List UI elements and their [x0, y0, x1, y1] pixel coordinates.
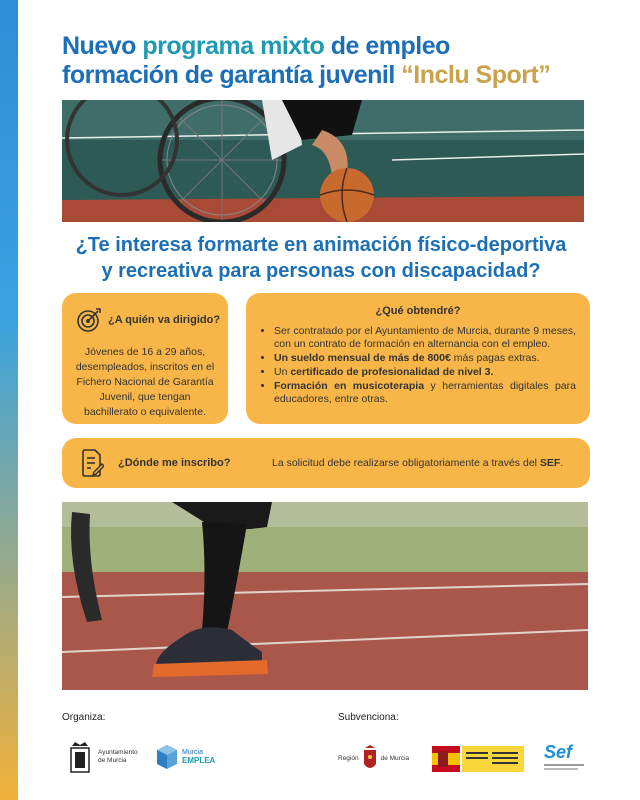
ayuntamiento-text: de Murcia [98, 757, 127, 764]
title-part: formación de garantía juvenil [62, 61, 402, 89]
where-sef: SEF [539, 457, 561, 469]
form-edit-icon [80, 449, 104, 477]
question-line: ¿Te interesa formarte en animación físico-deportiva [75, 234, 567, 256]
murcia-emplea-logo [156, 744, 215, 770]
wheelchair-basketball-photo [62, 100, 584, 222]
spain-government-emblem [432, 746, 524, 772]
prosthetic-runner-photo [62, 502, 588, 690]
benefit-item [274, 366, 576, 379]
where-text [272, 457, 563, 469]
side-gradient-bar [0, 0, 18, 800]
where-box [62, 438, 590, 488]
title-program-name: “Inclu Sport” [401, 61, 551, 89]
region-murcia-logo [338, 744, 409, 774]
ayuntamiento-logo [68, 740, 138, 774]
cube-icon [156, 744, 178, 770]
sef-logo-text: Sef [544, 742, 573, 762]
sef-logo [544, 742, 584, 770]
who-heading: ¿A quién va dirigido? [108, 314, 221, 326]
who-text: Jóvenes de 16 a 29 años, desempleados, inscritos en el Fichero Nacional de Garantía Juvenil, que tengan bachillerato o equivalente. [75, 346, 215, 418]
benefit-item [274, 325, 576, 351]
sef-subline [544, 768, 578, 770]
organiza-label: Organiza: [62, 712, 106, 723]
target-icon [76, 307, 102, 333]
sef-subline [544, 764, 584, 766]
title-highlight: programa mixto [142, 32, 325, 60]
where-text-main: La solicitud debe realizarse obligatoriamente a través del [272, 457, 540, 469]
benefits-list [268, 325, 576, 406]
what-box [246, 293, 590, 424]
page-title [62, 32, 602, 90]
ayuntamiento-text: Ayuntamiento [98, 749, 138, 756]
murcia-emplea-text: Murcia [182, 749, 204, 756]
where-heading: ¿Dónde me inscribo? [118, 457, 231, 469]
benefit-text: Un [274, 366, 291, 378]
benefit-bold: certificado de profesionalidad de nivel 3. [290, 366, 494, 378]
benefit-text: Ser contratado por el Ayuntamiento de Murcia, durante 9 meses, con un contrato de formación en alternancia con el empleo. [274, 325, 576, 350]
who-box [62, 293, 228, 424]
subvenciona-label: Subvenciona: [338, 712, 399, 723]
benefit-item [274, 352, 576, 365]
benefit-item [274, 380, 576, 406]
question-line: y recreativa para personas con discapacidad? [101, 260, 541, 282]
title-part: Nuevo [62, 32, 143, 60]
benefit-bold: Un sueldo mensual de más de 800€ [274, 352, 451, 364]
murcia-emplea-text: EMPLEA [182, 756, 216, 765]
region-text: de Murcia [380, 755, 410, 762]
what-heading: ¿Qué obtendré? [375, 305, 461, 317]
region-shield-icon [362, 744, 378, 774]
crown-shield-icon [68, 740, 92, 774]
where-text-end: . [560, 457, 564, 469]
title-part: de empleo [324, 32, 450, 60]
ministerio-logo [432, 746, 524, 772]
benefit-text: y herramientas digitales para educadores, entre otras. [274, 380, 576, 405]
main-question [40, 232, 602, 284]
benefit-text: más pagas extras. [450, 352, 540, 364]
benefit-bold: Formación en musicoterapia [274, 380, 425, 392]
region-text: Región [338, 755, 359, 762]
